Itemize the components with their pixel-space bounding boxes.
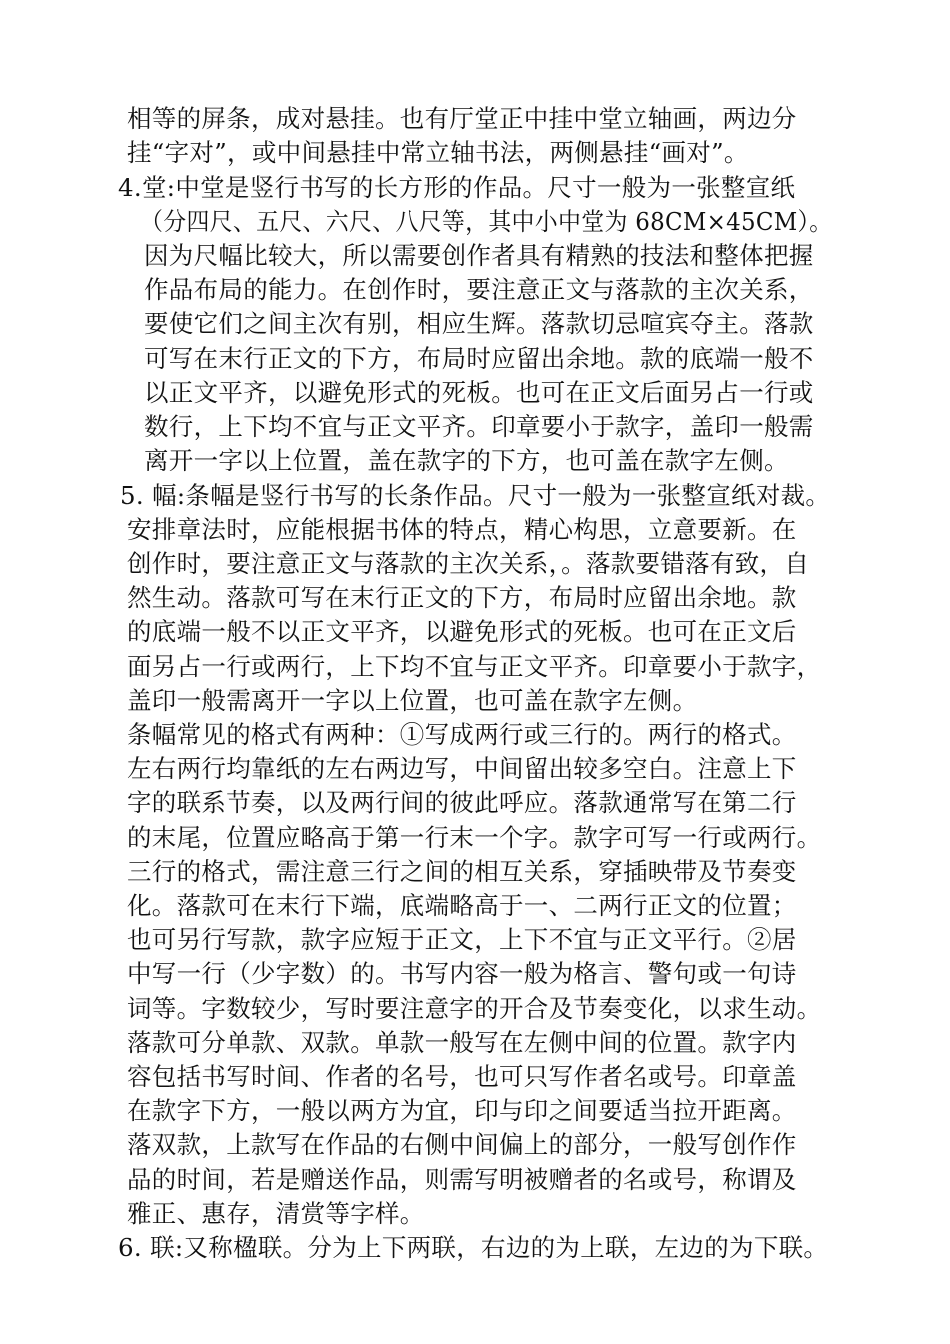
text-line: 因为尺幅比较大，所以需要创作者具有精熟的技法和整体把握 bbox=[144, 241, 814, 270]
text-line: 的底端一般不以正文平齐，以避免形式的死板。也可在正文后 bbox=[127, 617, 797, 646]
text-line: 创作时，要注意正文与落款的主次关系，。落款要错落有致，自 bbox=[127, 549, 810, 578]
text-line: 词等。字数较少，写时要注意字的开合及节奏变化，以求生动。 bbox=[127, 994, 822, 1023]
text-line: 4.堂:中堂是竖行书写的长方形的作品。尺寸一般为一张整宣纸 bbox=[118, 173, 796, 202]
text-line: 也可另行写款，款字应短于正文，上下不宜与正文平行。②居 bbox=[127, 925, 797, 954]
text-line: （分四尺、五尺、六尺、八尺等，其中小中堂为 68CM×45CM）。 bbox=[140, 207, 833, 236]
text-line: 在款字下方，一般以两方为宜，印与印之间要适当拉开距离。 bbox=[127, 1096, 797, 1125]
text-line: 雅正、惠存，清赏等字样。 bbox=[127, 1199, 425, 1228]
text-line: 中写一行（少字数）的。书写内容一般为格言、警句或一句诗 bbox=[127, 959, 797, 988]
text-line: 安排章法时，应能根据书体的特点，精心构思，立意要新。在 bbox=[127, 515, 797, 544]
text-line: 容包括书写时间、作者的名号，也可只写作者名或号。印章盖 bbox=[127, 1062, 797, 1091]
text-line: 然生动。落款可写在末行正文的下方，布局时应留出余地。款 bbox=[127, 583, 797, 612]
text-line: 的末尾，位置应略高于第一行末一个字。款字可写一行或两行。 bbox=[127, 823, 822, 852]
text-line: 字的联系节奏，以及两行间的彼此呼应。落款通常写在第二行 bbox=[127, 788, 797, 817]
text-line: 化。落款可在末行下端，底端略高于一、二两行正文的位置； bbox=[127, 891, 797, 920]
text-line: 左右两行均靠纸的左右两边写，中间留出较多空白。注意上下 bbox=[127, 754, 797, 783]
text-line: 作品布局的能力。在创作时，要注意正文与落款的主次关系， bbox=[144, 275, 814, 304]
text-line: 面另占一行或两行，上下均不宜与正文平齐。印章要小于款字， bbox=[127, 652, 822, 681]
text-line: 挂“字对”，或中间悬挂中常立轴书法，两侧悬挂“画对”。 bbox=[127, 138, 749, 167]
text-line: 数行，上下均不宜与正文平齐。印章要小于款字，盖印一般需 bbox=[144, 412, 814, 441]
text-line: 以正文平齐，以避免形式的死板。也可在正文后面另占一行或 bbox=[144, 378, 814, 407]
text-line: 三行的格式，需注意三行之间的相互关系，穿插映带及节奏变 bbox=[127, 857, 797, 886]
text-line: 落款可分单款、双款。单款一般写在左侧中间的位置。款字内 bbox=[127, 1028, 797, 1057]
text-line: 5. 幅:条幅是竖行书写的长条作品。尺寸一般为一张整宣纸对裁。 bbox=[120, 481, 831, 510]
text-line: 可写在末行正文的下方，布局时应留出余地。款的底端一般不 bbox=[144, 344, 814, 373]
text-line: 落双款，上款写在作品的右侧中间偏上的部分，一般写创作作 bbox=[127, 1130, 797, 1159]
text-line: 6. 联:又称楹联。分为上下两联，右边的为上联，左边的为下联。 bbox=[118, 1233, 829, 1262]
text-line: 离开一字以上位置，盖在款字的下方，也可盖在款字左侧。 bbox=[144, 446, 789, 475]
text-line: 条幅常见的格式有两种：①写成两行或三行的。两行的格式。 bbox=[127, 720, 797, 749]
text-line: 相等的屏条，成对悬挂。也有厅堂正中挂中堂立轴画，两边分 bbox=[127, 104, 797, 133]
text-line: 要使它们之间主次有别，相应生辉。落款切忌喧宾夺主。落款 bbox=[144, 309, 814, 338]
text-line: 品的时间，若是赠送作品，则需写明被赠者的名或号，称谓及 bbox=[127, 1165, 797, 1194]
text-line: 盖印一般需离开一字以上位置，也可盖在款字左侧。 bbox=[127, 686, 698, 715]
